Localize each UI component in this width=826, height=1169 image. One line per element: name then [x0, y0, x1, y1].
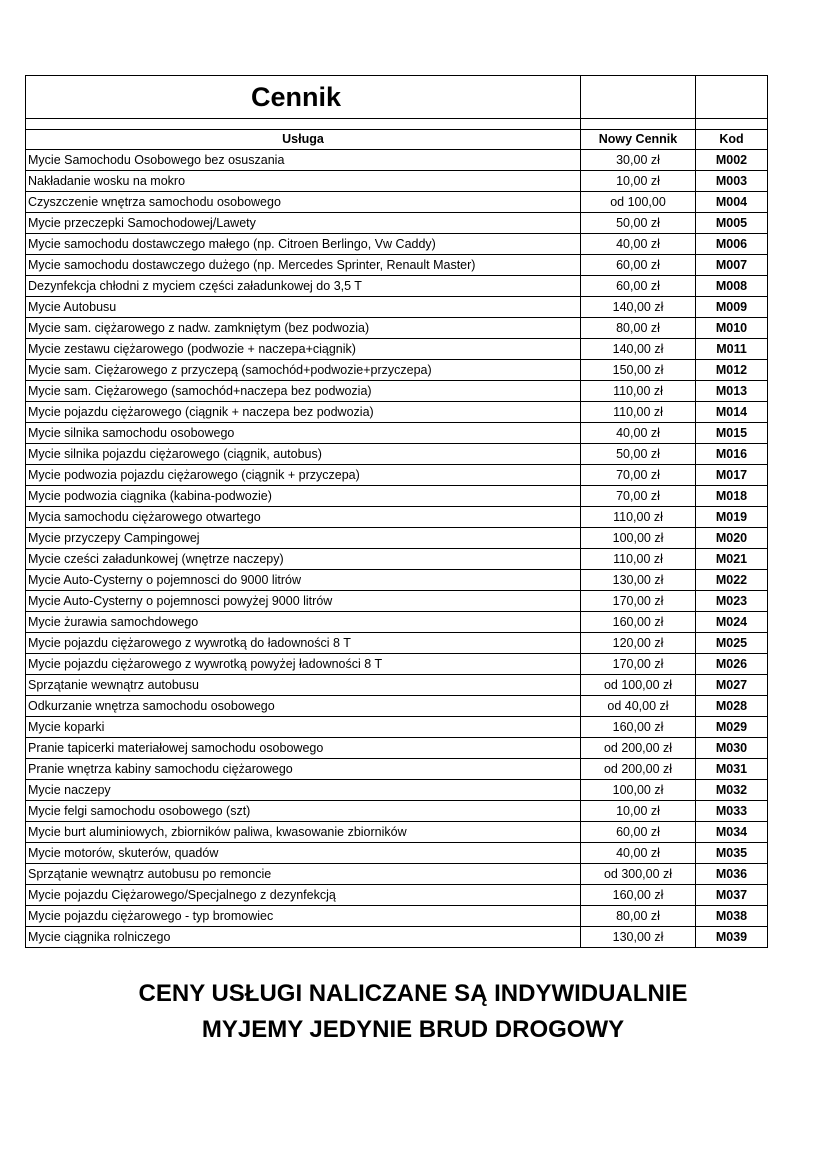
service-cell: Mycie zestawu ciężarowego (podwozie + naczepa+ciągnik) — [26, 339, 581, 360]
table-row — [26, 213, 768, 234]
footer-note-dirt: MYJEMY JEDYNIE BRUD DROGOWY — [201, 1016, 625, 1043]
code-cell: M024 — [696, 612, 768, 633]
price-cell: 100,00 zł — [581, 528, 696, 549]
header-service: Usługa — [26, 130, 581, 150]
service-cell: Mycie motorów, skuterów, quadów — [26, 843, 581, 864]
code-cell: M012 — [696, 360, 768, 381]
code-cell: M010 — [696, 318, 768, 339]
service-cell: Mycie cześci załadunkowej (wnętrze naczepy) — [26, 549, 581, 570]
price-cell: 100,00 zł — [581, 780, 696, 801]
price-cell: 120,00 zł — [581, 633, 696, 654]
table-row — [26, 381, 768, 402]
code-cell: M014 — [696, 402, 768, 423]
table-row — [26, 822, 768, 843]
code-cell: M039 — [696, 927, 768, 948]
code-cell: M030 — [696, 738, 768, 759]
service-cell: Czyszczenie wnętrza samochodu osobowego — [26, 192, 581, 213]
service-cell: Mycie pojazdu ciężarowego (ciągnik + naczepa bez podwozia) — [26, 402, 581, 423]
price-cell: 160,00 zł — [581, 885, 696, 906]
table-row — [26, 738, 768, 759]
price-cell: 30,00 zł — [581, 150, 696, 171]
service-cell: Nakładanie wosku na mokro — [26, 171, 581, 192]
table-row — [26, 549, 768, 570]
service-cell: Pranie tapicerki materiałowej samochodu osobowego — [26, 738, 581, 759]
price-cell: od 200,00 zł — [581, 759, 696, 780]
footer-note-pricing: CENY USŁUGI NALICZANE SĄ INDYWIDUALNIE — [138, 980, 688, 1007]
table-row — [26, 654, 768, 675]
spacer-cell — [581, 119, 696, 130]
table-row — [26, 906, 768, 927]
table-row — [26, 612, 768, 633]
price-cell: 110,00 zł — [581, 507, 696, 528]
service-cell: Mycie pojazdu ciężarowego z wywrotką powyżej ładowności 8 T — [26, 654, 581, 675]
code-cell: M016 — [696, 444, 768, 465]
price-cell: 70,00 zł — [581, 465, 696, 486]
price-cell: 40,00 zł — [581, 423, 696, 444]
price-cell: 80,00 zł — [581, 906, 696, 927]
service-cell: Mycie sam. ciężarowego z nadw. zamkniętym (bez podwozia) — [26, 318, 581, 339]
code-cell: M017 — [696, 465, 768, 486]
table-row — [26, 780, 768, 801]
table-row — [26, 885, 768, 906]
service-cell: Sprzątanie wewnątrz autobusu — [26, 675, 581, 696]
page-title: Cennik — [26, 76, 581, 119]
title-empty-cell — [696, 76, 768, 119]
code-cell: M037 — [696, 885, 768, 906]
service-cell: Mycie naczepy — [26, 780, 581, 801]
code-cell: M034 — [696, 822, 768, 843]
price-table-body — [26, 76, 768, 948]
price-list-sheet — [25, 75, 767, 948]
price-cell: od 300,00 zł — [581, 864, 696, 885]
code-cell: M035 — [696, 843, 768, 864]
table-row — [26, 759, 768, 780]
price-cell: 140,00 zł — [581, 339, 696, 360]
table-row — [26, 570, 768, 591]
code-cell: M027 — [696, 675, 768, 696]
service-cell: Sprzątanie wewnątrz autobusu po remoncie — [26, 864, 581, 885]
service-cell: Mycie silnika pojazdu ciężarowego (ciągnik, autobus) — [26, 444, 581, 465]
header-price: Nowy Cennik — [581, 130, 696, 150]
code-cell: M029 — [696, 717, 768, 738]
service-cell: Mycie silnika samochodu osobowego — [26, 423, 581, 444]
spacer-cell — [696, 119, 768, 130]
price-cell: 130,00 zł — [581, 570, 696, 591]
table-row — [26, 150, 768, 171]
code-cell: M011 — [696, 339, 768, 360]
code-cell: M025 — [696, 633, 768, 654]
price-cell: od 100,00 zł — [581, 675, 696, 696]
service-cell: Mycie samochodu dostawczego małego (np. Citroen Berlingo, Vw Caddy) — [26, 234, 581, 255]
table-row — [26, 465, 768, 486]
price-cell: 140,00 zł — [581, 297, 696, 318]
price-cell: od 40,00 zł — [581, 696, 696, 717]
code-cell: M036 — [696, 864, 768, 885]
service-cell: Mycie koparki — [26, 717, 581, 738]
service-cell: Mycie Auto-Cysterny o pojemnosci do 9000 litrów — [26, 570, 581, 591]
code-cell: M013 — [696, 381, 768, 402]
code-cell: M021 — [696, 549, 768, 570]
code-cell: M004 — [696, 192, 768, 213]
code-cell: M032 — [696, 780, 768, 801]
service-cell: Mycie pojazdu ciężarowego - typ bromowiec — [26, 906, 581, 927]
table-row — [26, 801, 768, 822]
code-cell: M003 — [696, 171, 768, 192]
price-cell: 150,00 zł — [581, 360, 696, 381]
service-cell: Mycie przeczepki Samochodowej/Lawety — [26, 213, 581, 234]
price-cell: 40,00 zł — [581, 843, 696, 864]
spacer-row — [26, 119, 768, 130]
table-row — [26, 717, 768, 738]
code-cell: M006 — [696, 234, 768, 255]
price-cell: 110,00 zł — [581, 549, 696, 570]
service-cell: Mycie podwozia pojazdu ciężarowego (ciągnik + przyczepa) — [26, 465, 581, 486]
price-cell: 170,00 zł — [581, 654, 696, 675]
table-row — [26, 339, 768, 360]
price-cell: 160,00 zł — [581, 612, 696, 633]
code-cell: M038 — [696, 906, 768, 927]
table-row — [26, 444, 768, 465]
service-cell: Mycie przyczepy Campingowej — [26, 528, 581, 549]
code-cell: M033 — [696, 801, 768, 822]
price-cell: 130,00 zł — [581, 927, 696, 948]
service-cell: Pranie wnętrza kabiny samochodu ciężarowego — [26, 759, 581, 780]
table-row — [26, 528, 768, 549]
service-cell: Mycie burt aluminiowych, zbiorników paliwa, kwasowanie zbiorników — [26, 822, 581, 843]
code-cell: M028 — [696, 696, 768, 717]
table-row — [26, 255, 768, 276]
table-row — [26, 507, 768, 528]
table-row — [26, 402, 768, 423]
service-cell: Mycie pojazdu ciężarowego z wywrotką do ładowności 8 T — [26, 633, 581, 654]
table-row — [26, 423, 768, 444]
table-row — [26, 927, 768, 948]
price-cell: 70,00 zł — [581, 486, 696, 507]
table-row — [26, 192, 768, 213]
table-row — [26, 843, 768, 864]
code-cell: M002 — [696, 150, 768, 171]
code-cell: M020 — [696, 528, 768, 549]
price-cell: 50,00 zł — [581, 213, 696, 234]
service-cell: Mycie felgi samochodu osobowego (szt) — [26, 801, 581, 822]
price-cell: 60,00 zł — [581, 276, 696, 297]
price-cell: 160,00 zł — [581, 717, 696, 738]
service-cell: Mycia samochodu ciężarowego otwartego — [26, 507, 581, 528]
table-row — [26, 360, 768, 381]
table-row — [26, 318, 768, 339]
service-cell: Dezynfekcja chłodni z myciem części załadunkowej do 3,5 T — [26, 276, 581, 297]
price-table — [25, 75, 768, 948]
header-code: Kod — [696, 130, 768, 150]
service-cell: Mycie pojazdu Ciężarowego/Specjalnego z dezynfekcją — [26, 885, 581, 906]
table-row — [26, 297, 768, 318]
price-cell: 80,00 zł — [581, 318, 696, 339]
service-cell: Mycie Samochodu Osobowego bez osuszania — [26, 150, 581, 171]
code-cell: M023 — [696, 591, 768, 612]
code-cell: M026 — [696, 654, 768, 675]
price-cell: od 200,00 zł — [581, 738, 696, 759]
header-row — [26, 130, 768, 150]
price-cell: 110,00 zł — [581, 402, 696, 423]
table-row — [26, 696, 768, 717]
code-cell: M018 — [696, 486, 768, 507]
service-cell: Mycie Auto-Cysterny o pojemnosci powyżej 9000 litrów — [26, 591, 581, 612]
price-cell: 170,00 zł — [581, 591, 696, 612]
title-row — [26, 76, 768, 119]
code-cell: M005 — [696, 213, 768, 234]
price-cell: 110,00 zł — [581, 381, 696, 402]
table-row — [26, 234, 768, 255]
service-cell: Mycie sam. Ciężarowego (samochód+naczepa bez podwozia) — [26, 381, 581, 402]
code-cell: M019 — [696, 507, 768, 528]
table-row — [26, 864, 768, 885]
spacer-cell — [26, 119, 581, 130]
title-empty-cell — [581, 76, 696, 119]
table-row — [26, 486, 768, 507]
code-cell: M007 — [696, 255, 768, 276]
table-row — [26, 591, 768, 612]
price-cell: od 100,00 — [581, 192, 696, 213]
code-cell: M031 — [696, 759, 768, 780]
service-cell: Mycie sam. Ciężarowego z przyczepą (samochód+podwozie+przyczepa) — [26, 360, 581, 381]
table-row — [26, 633, 768, 654]
table-row — [26, 675, 768, 696]
service-cell: Mycie Autobusu — [26, 297, 581, 318]
price-cell: 60,00 zł — [581, 255, 696, 276]
service-cell: Odkurzanie wnętrza samochodu osobowego — [26, 696, 581, 717]
code-cell: M008 — [696, 276, 768, 297]
code-cell: M009 — [696, 297, 768, 318]
price-cell: 10,00 zł — [581, 801, 696, 822]
price-cell: 40,00 zł — [581, 234, 696, 255]
code-cell: M015 — [696, 423, 768, 444]
service-cell: Mycie ciągnika rolniczego — [26, 927, 581, 948]
price-cell: 50,00 zł — [581, 444, 696, 465]
service-cell: Mycie żurawia samochdowego — [26, 612, 581, 633]
service-cell: Mycie samochodu dostawczego dużego (np. Mercedes Sprinter, Renault Master) — [26, 255, 581, 276]
table-row — [26, 171, 768, 192]
table-row — [26, 276, 768, 297]
price-cell: 60,00 zł — [581, 822, 696, 843]
code-cell: M022 — [696, 570, 768, 591]
price-cell: 10,00 zł — [581, 171, 696, 192]
service-cell: Mycie podwozia ciągnika (kabina-podwozie) — [26, 486, 581, 507]
